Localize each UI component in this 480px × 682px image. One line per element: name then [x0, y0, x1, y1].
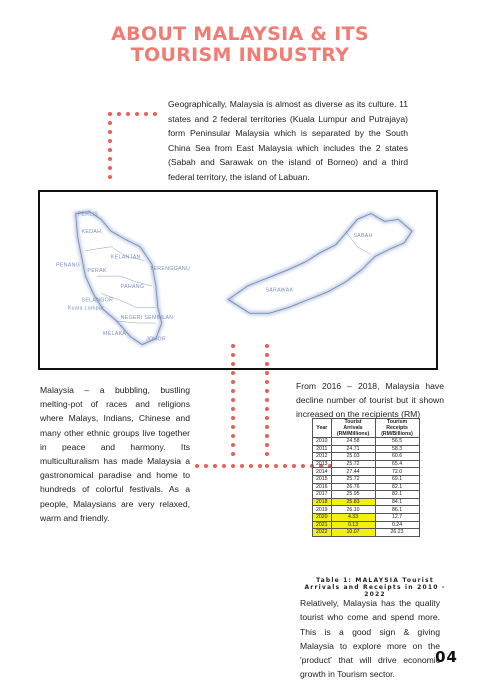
table-cell-arrivals: 0.13 — [331, 521, 375, 529]
dotted-connector-top — [108, 112, 157, 116]
map-label-kuala-lumpur: Kuala Lumpur — [67, 305, 105, 312]
map-label-kelantan: KELANTAN — [110, 254, 141, 261]
table-cell-receipts: 82.1 — [375, 483, 419, 491]
title-line-2: TOURISM INDUSTRY — [130, 44, 350, 66]
dotted-connector-left-horizontal — [195, 464, 262, 468]
table-cell-arrivals: 25.03 — [331, 453, 375, 461]
table-cell-receipts: 72.0 — [375, 468, 419, 476]
table-cell-year: 2013 — [313, 460, 332, 468]
table-cell-arrivals: 10.07 — [331, 529, 375, 537]
map-label-johor: JOHOR — [146, 336, 166, 343]
page-number: 04 — [435, 648, 458, 666]
table-cell-year: 2019 — [313, 506, 332, 514]
table-cell-receipts: 84.1 — [375, 498, 419, 506]
table-cell-year: 2014 — [313, 468, 332, 476]
table-row — [313, 453, 420, 461]
table-row — [313, 513, 420, 521]
table-caption: Table 1: MALAYSIA Tourist Arrivals and Receipts in 2010 - 2022 — [304, 577, 446, 598]
table-cell-year: 2020 — [313, 513, 332, 521]
table-cell-year: 2017 — [313, 491, 332, 499]
table-cell-receipts: 86.1 — [375, 506, 419, 514]
table-cell-receipts: 56.5 — [375, 438, 419, 446]
table-cell-arrivals: 24.58 — [331, 438, 375, 446]
intro-paragraph: Geographically, Malaysia is almost as diverse as its culture. 11 states and 2 federal territories (Kuala Lumpur and Putrajaya) form Peninsular Malaysia which is separated by the South China Sea from East Malaysia which includes the 2 states (Sabah and Sarawak on the island of Borneo) and a third federal territory, the island of Labuan. — [168, 99, 408, 182]
table-row — [313, 475, 420, 483]
table-cell-receipts: 69.1 — [375, 475, 419, 483]
table-cell-arrivals: 25.72 — [331, 460, 375, 468]
table-row — [313, 445, 420, 453]
table-cell-arrivals: 26.10 — [331, 506, 375, 514]
table-cell-arrivals: 27.44 — [331, 468, 375, 476]
conclusion-paragraph: Relatively, Malaysia has the quality tourist who come and spend more. This is a good sign & giving Malaysia to explore more on the 'product' that will drive economic growth in Tourism sector. — [300, 598, 440, 680]
table-row — [313, 521, 420, 529]
map-label-melaka: MELAKA — [103, 330, 127, 337]
table-row — [313, 529, 420, 537]
map-label-selangor: SELANGOR — [81, 297, 114, 304]
map-label-terengganu: TERENGGANU — [150, 266, 191, 273]
table-row — [313, 468, 420, 476]
table-header-receipts: Tourism Receipts (RM/Billions) — [375, 419, 419, 438]
table-row — [313, 506, 420, 514]
table-cell-arrivals: 25.72 — [331, 475, 375, 483]
culture-paragraph: Malaysia – a bubbling, bustling melting-pot of races and religions where Malays, Indians, Chinese and many other ethnic groups live together in peace and harmony. Its multiculturalism has made Malaysia a gastronomical paradise and home to hundreds of colorful festivals. As a people, Malaysians are very relaxed, warm and friendly. — [40, 385, 190, 523]
table-row — [313, 438, 420, 446]
map-svg — [40, 192, 436, 368]
table-header-year: Year — [313, 419, 332, 438]
dotted-connector-right-vertical — [265, 344, 269, 456]
table-cell-arrivals: 4.33 — [331, 513, 375, 521]
table-cell-receipts: 12.7 — [375, 513, 419, 521]
table-cell-arrivals: 25.95 — [331, 491, 375, 499]
table-header-row — [313, 419, 420, 438]
table-cell-receipts: 58.3 — [375, 445, 419, 453]
table-row — [313, 491, 420, 499]
map-label-penang: PENANG — [56, 262, 81, 269]
title-line-1: ABOUT MALAYSIA & ITS — [111, 23, 369, 45]
table-cell-receipts: 82.1 — [375, 491, 419, 499]
table-cell-year: 2011 — [313, 445, 332, 453]
malaysia-map — [38, 190, 438, 370]
table-row — [313, 483, 420, 491]
tourism-summary-paragraph: From 2016 – 2018, Malaysia have decline number of tourist but it shown increased on the recipients (RM) — [296, 381, 444, 420]
table-cell-year: 2021 — [313, 521, 332, 529]
table-cell-year: 2012 — [313, 453, 332, 461]
dotted-connector-left-vertical — [231, 344, 235, 456]
tourism-table — [312, 418, 420, 537]
map-label-sarawak: SARAWAK — [265, 287, 294, 294]
table-cell-receipts: 65.4 — [375, 460, 419, 468]
table-cell-year: 2015 — [313, 475, 332, 483]
table-body — [313, 438, 420, 537]
table-cell-year: 2018 — [313, 498, 332, 506]
table-cell-receipts: 26.23 — [375, 529, 419, 537]
map-label-negeri-sembilan: NEGERI SEMBILAN — [120, 315, 174, 322]
table-row — [313, 498, 420, 506]
map-label-perak: PERAK — [87, 268, 107, 275]
table-cell-arrivals: 24.71 — [331, 445, 375, 453]
table-cell-arrivals: 25.83 — [331, 498, 375, 506]
table-cell-receipts: 0.24 — [375, 521, 419, 529]
map-label-sabah: SABAH — [353, 232, 373, 239]
map-label-kedah: KEDAH — [81, 229, 102, 236]
page-title — [0, 24, 480, 66]
table-cell-receipts: 60.6 — [375, 453, 419, 461]
dotted-connector-top-vertical — [108, 121, 112, 179]
table-cell-year: 2016 — [313, 483, 332, 491]
table-cell-year: 2010 — [313, 438, 332, 446]
table-row — [313, 460, 420, 468]
map-label-perlis: PERLIS — [77, 211, 99, 218]
table-cell-year: 2022 — [313, 529, 332, 537]
table-header-arrivals: Tourist Arrivals (RM/Millions) — [331, 419, 375, 438]
map-label-pahang: PAHANG — [120, 283, 145, 290]
table-cell-arrivals: 26.76 — [331, 483, 375, 491]
